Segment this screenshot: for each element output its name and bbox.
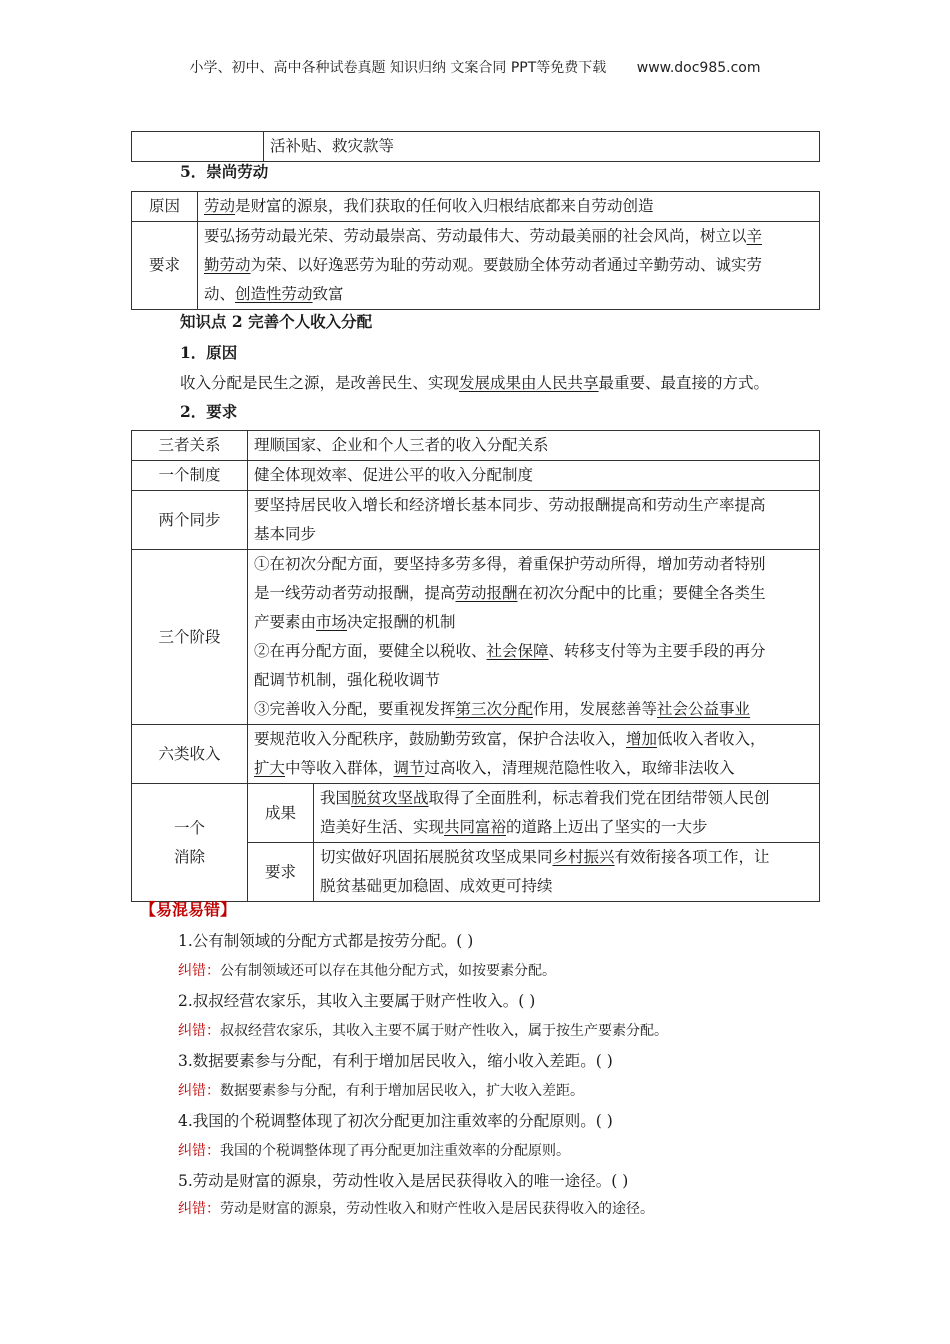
header-text: 小学、初中、高中各种试卷真题 知识归纳 文案合同 PPT等免费下载 (189, 60, 607, 76)
section-heading: 5．崇尚劳动 (180, 162, 269, 181)
correction (178, 1021, 668, 1041)
correction-text: 数据要素参与分配，有利于增加居民收入，扩大收入差距。 (220, 1083, 584, 1099)
key-term: 社会公益事业 (657, 700, 751, 718)
key-term: 创造性劳动 (235, 285, 313, 303)
page-header (0, 57, 950, 77)
key-term: 劳动 (204, 197, 236, 215)
text-span: 作用，发展慈善等 (533, 700, 658, 718)
key-term: 社会保障 (486, 642, 549, 660)
text-span: 最重要、最直接的方式。 (598, 374, 770, 392)
row-text (198, 222, 820, 310)
question: 1.公有制领域的分配方式都是按劳分配。( ) (178, 932, 474, 950)
header-site: www.doc985.com (636, 60, 761, 76)
key-term: 增加 (626, 730, 658, 748)
sub-label: 要求 (248, 843, 314, 902)
text-span: 取得了全面胜利，标志着我们党在团结带领人民创 (428, 789, 770, 807)
row-text: 健全体现效率、促进公平的收入分配制度 (248, 461, 820, 491)
key-term: 辛 (746, 227, 763, 245)
row-label (132, 784, 248, 902)
key-term: 乡村振兴 (552, 848, 615, 866)
text-span: ①在初次分配方面，要坚持多劳多得，着重保护劳动所得，增加劳动者特别 (254, 555, 766, 573)
correction-text: 我国的个税调整体现了再分配更加注重效率的分配原则。 (220, 1143, 570, 1159)
row-text (198, 192, 820, 222)
key-term: 劳动报酬 (455, 584, 518, 602)
question: 2.叔叔经营农家乐，其收入主要属于财产性收入。( ) (178, 992, 536, 1010)
requirement-table (131, 430, 820, 902)
text-span: 过高收入，清理规范隐性收入，取缔非法收入 (424, 759, 735, 777)
row-text (314, 784, 820, 843)
text-span: 要规范收入分配秩序，鼓励勤劳致富，保护合法收入， (254, 730, 627, 748)
row-label: 三个阶段 (132, 550, 248, 725)
row-text (248, 725, 820, 784)
row-label: 要求 (132, 222, 198, 310)
errors-title: 【易混易错】 (140, 900, 237, 919)
key-term: 脱贫攻坚战 (351, 789, 429, 807)
key-term: 扩大 (254, 759, 286, 777)
key-term: 勤劳动 (204, 256, 251, 274)
text-span: 切实做好巩固拓展脱贫攻坚成果同 (320, 848, 553, 866)
correction-key: 纠错： (178, 963, 220, 979)
text-span: 为荣、以好逸恶劳为耻的劳动观。要鼓励全体劳动者通过辛勤劳动、诚实劳 (250, 256, 763, 274)
text-span: 造美好生活、实现 (320, 818, 445, 836)
correction-key: 纠错： (178, 1143, 220, 1159)
text-span: 是财富的源泉，我们获取的任何收入归根结底都来自劳动创造 (235, 197, 654, 215)
text-span: 要弘扬劳动最光荣、劳动最崇高、劳动最伟大、劳动最美丽的社会风尚，树立以 (204, 227, 747, 245)
question: 4.我国的个税调整体现了初次分配更加注重效率的分配原则。( ) (178, 1112, 613, 1130)
text-span: 决定报酬的机制 (347, 613, 456, 631)
row-text (248, 491, 820, 550)
text-span: 的道路上迈出了坚实的一大步 (506, 818, 708, 836)
text-span: 动、 (204, 285, 236, 303)
continuation-table (131, 131, 820, 162)
row-label: 六类收入 (132, 725, 248, 784)
row-label: 三者关系 (132, 431, 248, 461)
row-label: 两个同步 (132, 491, 248, 550)
subheading: 2．要求 (180, 402, 238, 421)
key-term: 第三次分配 (455, 700, 534, 718)
correction-key: 纠错： (178, 1201, 220, 1217)
text-span: ③完善收入分配，要重视发挥 (254, 700, 456, 718)
key-term: 调节 (393, 759, 425, 777)
correction-key: 纠错： (178, 1083, 220, 1099)
sub-label: 成果 (248, 784, 314, 843)
text-span: 基本同步 (254, 525, 317, 543)
text-span: 收入分配是民生之源，是改善民生、实现 (180, 374, 460, 392)
key-term: 市场 (316, 613, 348, 631)
correction (178, 1081, 584, 1101)
labor-table (131, 191, 820, 310)
continuation-text: 活补贴、救灾款等 (264, 132, 820, 162)
kp-title: 知识点 2 完善个人收入分配 (180, 312, 373, 331)
text-span: ②在再分配方面，要健全以税收、 (254, 642, 487, 660)
correction-text: 劳动是财富的源泉，劳动性收入和财产性收入是居民获得收入的途径。 (220, 1201, 654, 1217)
text-span: 我国 (320, 789, 352, 807)
correction-key: 纠错： (178, 1023, 220, 1039)
row-label: 原因 (132, 192, 198, 222)
text-span: 有效衔接各项工作，让 (614, 848, 770, 866)
text-span: 中等收入群体， (285, 759, 394, 777)
key-term: 发展成果由人民共享 (459, 374, 599, 392)
row-text (248, 550, 820, 725)
text-span: 要坚持居民收入增长和经济增长基本同步、劳动报酬提高和劳动生产率提高 (254, 496, 766, 514)
correction-text: 公有制领域还可以存在其他分配方式，如按要素分配。 (220, 963, 556, 979)
row-text: 理顺国家、企业和个人三者的收入分配关系 (248, 431, 820, 461)
key-term: 共同富裕 (444, 818, 507, 836)
correction-text: 叔叔经营农家乐，其收入主要不属于财产性收入，属于按生产要素分配。 (220, 1023, 668, 1039)
paragraph (180, 371, 769, 395)
correction (178, 961, 556, 981)
row-text (314, 843, 820, 902)
text-span: 配调节机制，强化税收调节 (254, 671, 441, 689)
row-label: 一个制度 (132, 461, 248, 491)
text-span: 在初次分配中的比重；要健全各类生 (517, 584, 766, 602)
label-line: 一个 (173, 818, 205, 837)
text-span: 低收入者收入， (657, 730, 766, 748)
text-span: 脱贫基础更加稳固、成效更可持续 (320, 877, 553, 895)
label-line: 消除 (173, 847, 205, 866)
question: 5.劳动是财富的源泉，劳动性收入是居民获得收入的唯一途径。( ) (178, 1172, 629, 1190)
text-span: 致富 (312, 285, 344, 303)
empty-cell (132, 132, 264, 162)
question: 3.数据要素参与分配，有利于增加居民收入，缩小收入差距。( ) (178, 1052, 613, 1070)
text-span: 、转移支付等为主要手段的再分 (548, 642, 766, 660)
correction (178, 1199, 654, 1219)
text-span: 产要素由 (254, 613, 317, 631)
subheading: 1．原因 (180, 343, 238, 362)
text-span: 是一线劳动者劳动报酬，提高 (254, 584, 456, 602)
correction (178, 1141, 570, 1161)
